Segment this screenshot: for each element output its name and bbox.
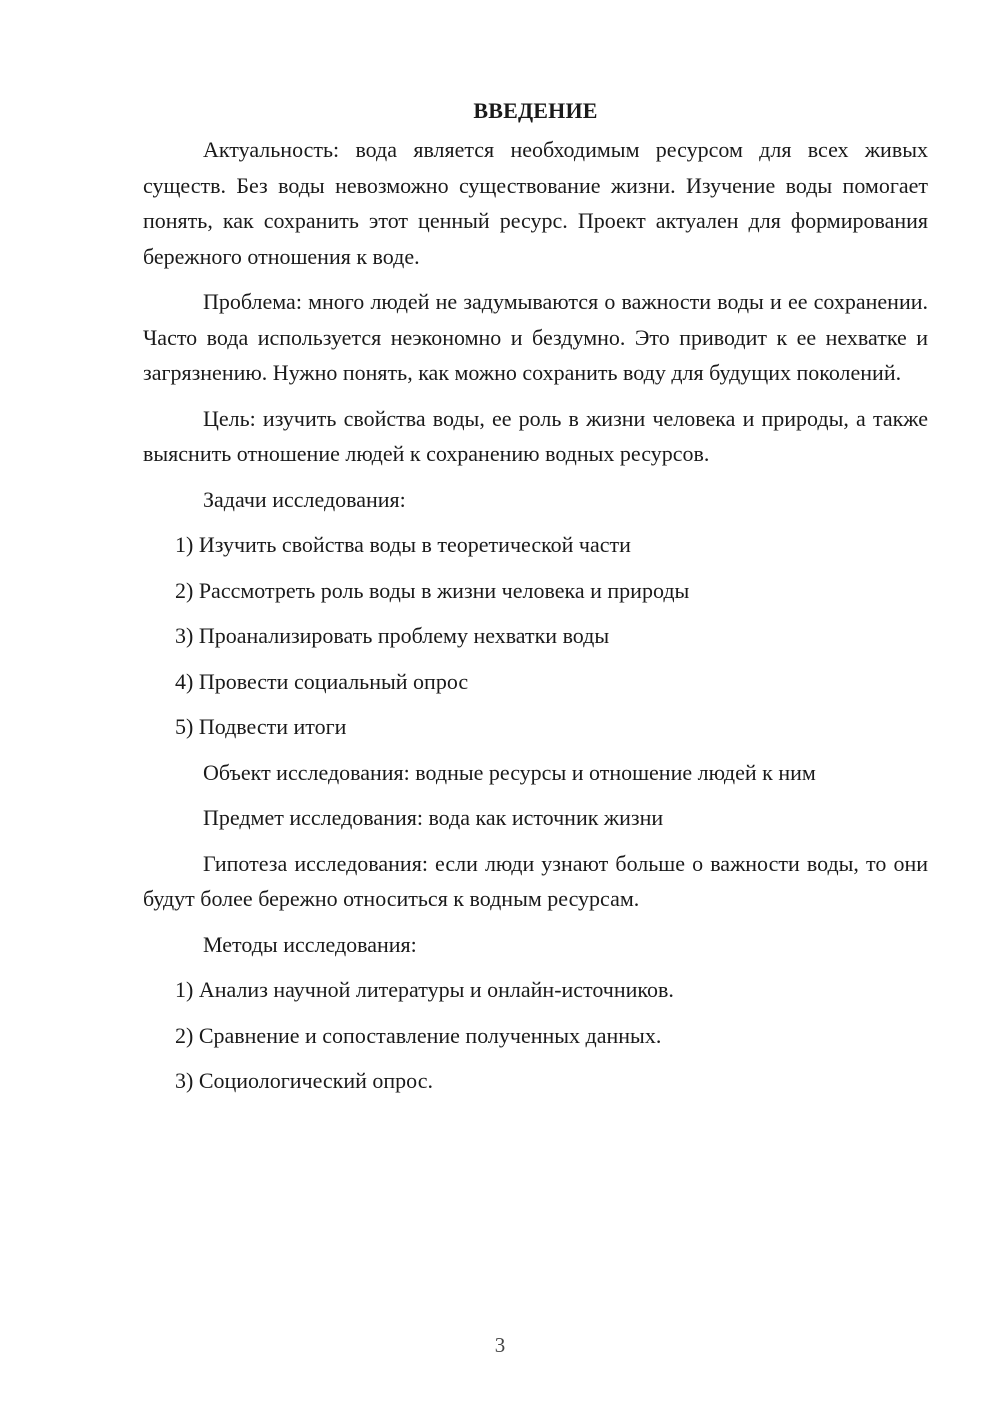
list-item: 4) Провести социальный опрос (175, 668, 469, 694)
list-item: 5) Подвести итоги (175, 714, 347, 739)
list-item: 1) Изучить свойства воды в теоретической части (175, 532, 631, 557)
tasks-title: Задачи исследования: (203, 486, 406, 512)
list-item: 3) Проанализировать проблему нехватки воды (175, 623, 610, 648)
goal-paragraph: Цель: изучить свойства воды, ее роль в жизни человека и природы, а также выяснить отношение людей к сохранению водных ресурсов. (143, 405, 928, 466)
list-item: 2) Сравнение и сопоставление полученных данных. (175, 1022, 662, 1048)
document-page (143, 96, 928, 1109)
methods-title: Методы исследования: (203, 931, 417, 957)
methods-list (143, 972, 928, 1099)
page-title: ВВЕДЕНИЕ (473, 98, 598, 123)
list-item: 1) Анализ научной литературы и онлайн-источников. (175, 977, 674, 1002)
page-number: 3 (494, 1333, 506, 1357)
hypothesis-paragraph: Гипотеза исследования: если люди узнают больше о важности воды, то они будут более бережно относиться к водным ресурсам. (143, 850, 928, 911)
relevance-paragraph: Актуальность: вода является необходимым ресурсом для всех живых существ. Без воды невозможно существование жизни. Изучение воды помогает понять, как сохранить этот ценный ресурс. Проект актуален для формирования бережного отношения к воде. (143, 137, 928, 269)
problem-paragraph: Проблема: много людей не задумываются о важности воды и ее сохранении. Часто вода используется неэкономно и бездумно. Это приводит к ее нехватке и загрязнению. Нужно понять, как можно сохранить воду для будущих поколений. (143, 289, 928, 385)
tasks-list (143, 527, 928, 745)
object-line: Объект исследования: водные ресурсы и отношение людей к ним (203, 759, 816, 785)
list-item: 2) Рассмотреть роль воды в жизни человека и природы (175, 577, 690, 603)
subject-line: Предмет исследования: вода как источник жизни (203, 805, 664, 830)
list-item: 3) Социологический опрос. (175, 1068, 433, 1093)
